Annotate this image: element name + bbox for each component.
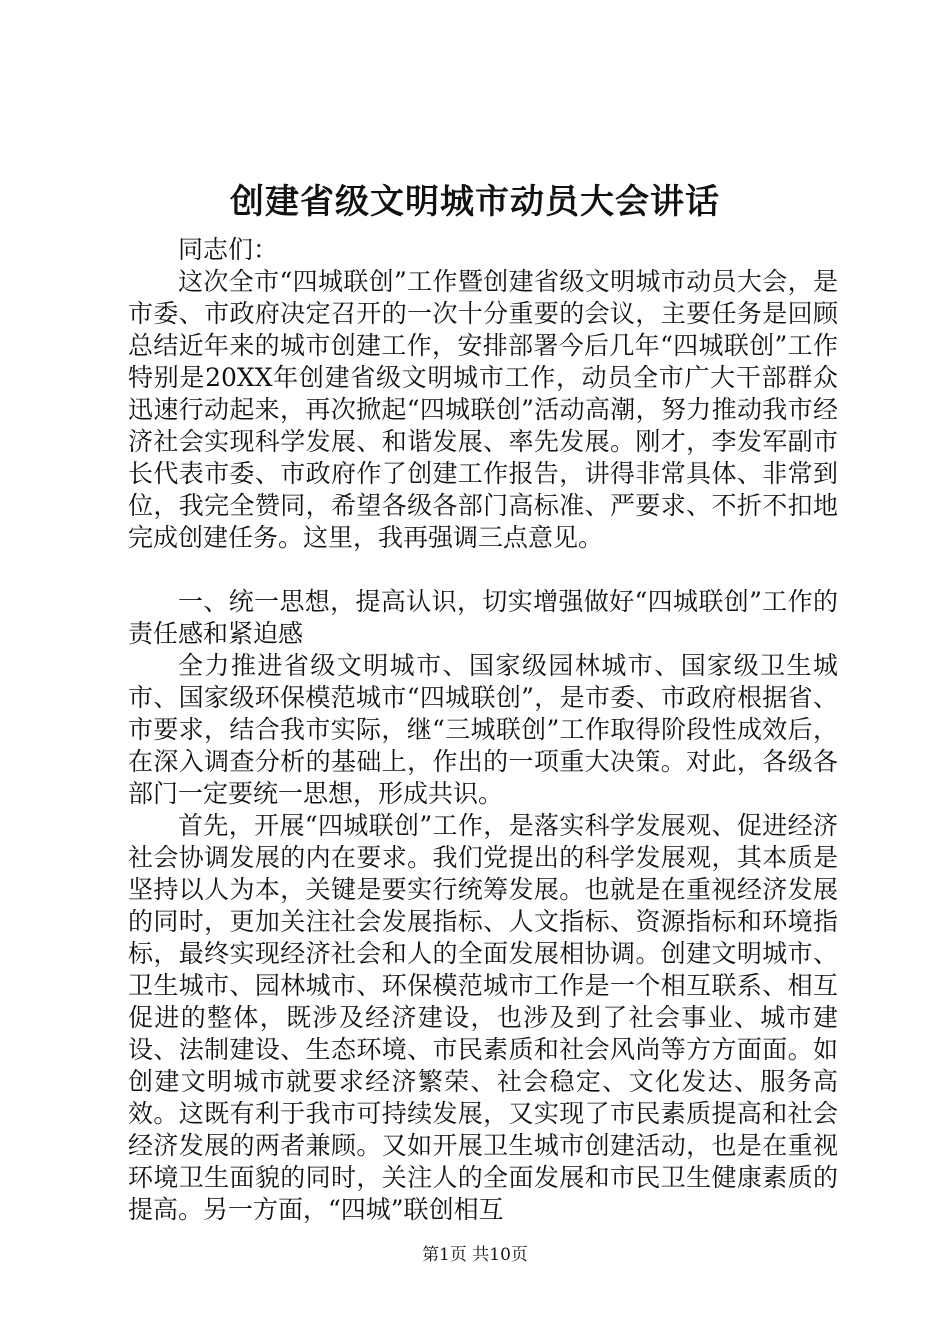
document-title: 创建省级文明城市动员大会讲话 <box>230 182 720 222</box>
paragraph-intro: 这次全市“四城联创”工作暨创建省级文明城市动员大会，是市委、市政府决定召开的一次十分重要的会议，主要任务是回顾总结近年来的城市创建工作，安排部署今后几年“四城联创”工作特别是20XX年创建省级文明城市工作，动员全市广大干部群众迅速行动起来，再次掀起“四城联创”活动高潮，努力推动我市经济社会实现科学发展、和谐发展、率先发展。刚才，李发军副市长代表市委、市政府作了创建工作报告，讲得非常具体、非常到位，我完全赞同，希望各级各部门高标准、严要求、不折不扣地完成创建任务。这里，我再强调三点意见。 <box>128 267 838 552</box>
paragraph-body: 全力推进省级文明城市、国家级园林城市、国家级卫生城市、国家级环保模范城市“四城联创”，是市委、市政府根据省、市要求，结合我市实际，继“三城联创”工作取得阶段性成效后，在深入调查分析的基础上，作出的一项重大决策。对此，各级各部门一定要统一思想，形成共识。 <box>128 651 838 808</box>
paragraph-spacer <box>128 554 838 586</box>
salutation: 同志们： <box>178 235 279 264</box>
section-heading-1: 一、统一思想，提高认识，切实增强做好“四城联创”工作的责任感和紧迫感 <box>128 587 838 648</box>
document-body <box>128 234 838 1226</box>
page-number: 第1页 共10页 <box>422 1245 528 1265</box>
paragraph-body: 首先，开展“四城联创”工作，是落实科学发展观、促进经济社会协调发展的内在要求。我们党提出的科学发展观，其本质是坚持以人为本，关键是要实行统筹发展。也就是在重视经济发展的同时，更加关注社会发展指标、人文指标、资源指标和环境指标，最终实现经济社会和人的全面发展相协调。创建文明城市、卫生城市、园林城市、环保模范城市工作是一个相互联系、相互促进的整体，既涉及经济建设，也涉及到了社会事业、城市建设、法制建设、生态环境、市民素质和社会风尚等方方面面。如创建文明城市就要求经济繁荣、社会稳定、文化发达、服务高效。这既有利于我市可持续发展，又实现了市民素质提高和社会经济发展的两者兼顾。又如开展卫生城市创建活动，也是在重视环境卫生面貌的同时，关注人的全面发展和市民卫生健康素质的提高。另一方面，“四城”联创相互 <box>128 811 838 1224</box>
